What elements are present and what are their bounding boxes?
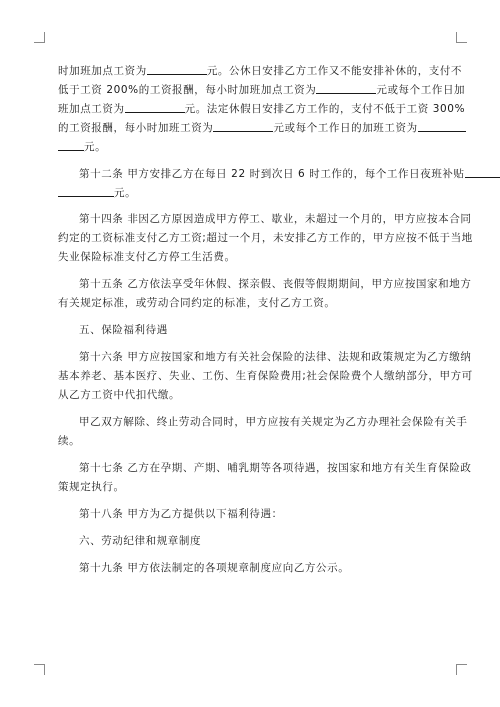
text-line xyxy=(58,231,473,246)
fill-in-blank xyxy=(125,101,185,113)
text-run: 班加点工资为 xyxy=(58,103,125,115)
fill-in-blank xyxy=(147,63,207,75)
article-18-text: 第十八条 甲方为乙方提供以下福利待遇： xyxy=(79,508,283,520)
text-line xyxy=(58,434,444,449)
text-run: 失业保险标准支付乙方停工生活费。 xyxy=(58,251,236,263)
heading-text: 六、劳动纪律和规章制度 xyxy=(79,535,202,547)
text-run: 有关规定标准，或劳动合同约定的标准，支付乙方工资。 xyxy=(58,297,336,309)
text-line xyxy=(58,139,444,154)
article-14-text: 第十四条 非因乙方原因造成甲方停工、歇业，未超过一个月的，甲方应按本合同 xyxy=(79,213,472,225)
text-line xyxy=(58,277,472,292)
text-run: 低于工资 200%的工资报酬，每小时加班加点工资为 xyxy=(58,84,317,96)
text-run: 约定的工资标准支付乙方工资;超过一个月，未安排乙方工作的，甲方应按不低于当地 xyxy=(58,232,473,244)
text-run: 策规定执行。 xyxy=(58,481,125,493)
text-line xyxy=(58,507,444,522)
text-line xyxy=(58,350,472,365)
text-line xyxy=(58,415,468,430)
fill-in-blank xyxy=(465,166,500,178)
text-run: 时加班加点工资为 xyxy=(58,65,147,77)
text-line xyxy=(58,185,444,200)
text-line xyxy=(58,296,444,311)
crop-mark-bottom-right xyxy=(456,664,467,675)
article-19-text: 第十九条 甲方依法制定的各项规章制度应向乙方公示。 xyxy=(79,562,350,574)
text-line xyxy=(58,166,465,181)
section-heading-insurance xyxy=(58,323,444,338)
crop-mark-top-right xyxy=(456,32,467,43)
fill-in-blank xyxy=(418,120,466,132)
article-12-text: 第十二条 甲方安排乙方在每日 22 时到次日 6 时工作的，每个工作日夜班补贴 xyxy=(79,168,465,180)
text-run: 元或每个工作日的加班工资为 xyxy=(273,122,418,134)
text-run: 元。 xyxy=(114,187,137,199)
article-16-text: 第十六条 甲方应按国家和地方有关社会保险的法律、法规和政策规定为乙方缴纳 xyxy=(79,351,472,363)
text-line xyxy=(58,120,444,135)
crop-mark-top-left xyxy=(34,32,45,43)
crop-mark-bottom-left xyxy=(34,664,45,675)
text-line xyxy=(58,480,444,495)
termination-insurance-text: 甲乙双方解除、终止劳动合同时，甲方应按有关规定为乙方办理社会保险有关手 xyxy=(79,416,468,428)
fill-in-blank xyxy=(58,185,114,197)
section-heading-discipline xyxy=(58,534,444,549)
text-line xyxy=(58,63,463,78)
text-run: 元。 xyxy=(84,141,107,153)
text-line xyxy=(58,82,466,97)
text-line xyxy=(58,212,472,227)
text-line xyxy=(58,461,472,476)
article-15-text: 第十五条 乙方依法享受年休假、探亲假、丧假等假期期间，甲方应按国家和地方 xyxy=(79,278,472,290)
text-run: 从乙方工资中代扣代缴。 xyxy=(58,389,181,401)
text-line xyxy=(58,101,466,116)
text-line xyxy=(58,369,473,384)
text-line xyxy=(58,388,444,403)
fill-in-blank xyxy=(316,82,376,94)
text-line xyxy=(58,250,444,265)
text-line xyxy=(58,561,444,576)
fill-in-blank xyxy=(213,120,273,132)
article-17-text: 第十七条 乙方在孕期、产期、哺乳期等各项待遇，按国家和地方有关生育保险政 xyxy=(79,462,472,474)
text-run: 的工资报酬，每小时加班工资为 xyxy=(58,122,214,134)
text-run: 续。 xyxy=(58,435,81,447)
document-body xyxy=(58,63,473,576)
text-run: 元。法定休假日安排乙方工作的，支付不低于工资 300% xyxy=(184,103,466,115)
text-run: 基本养老、基本医疗、失业、工伤、生育保险费用;社会保险费个人缴纳部分，甲方可 xyxy=(58,370,473,382)
fill-in-blank xyxy=(58,139,84,151)
text-run: 元或每个工作日加 xyxy=(376,84,466,96)
heading-text: 五、保险福利待遇 xyxy=(79,324,168,336)
text-run: 元。公休日安排乙方工作又不能安排补休的，支付不 xyxy=(206,65,463,77)
